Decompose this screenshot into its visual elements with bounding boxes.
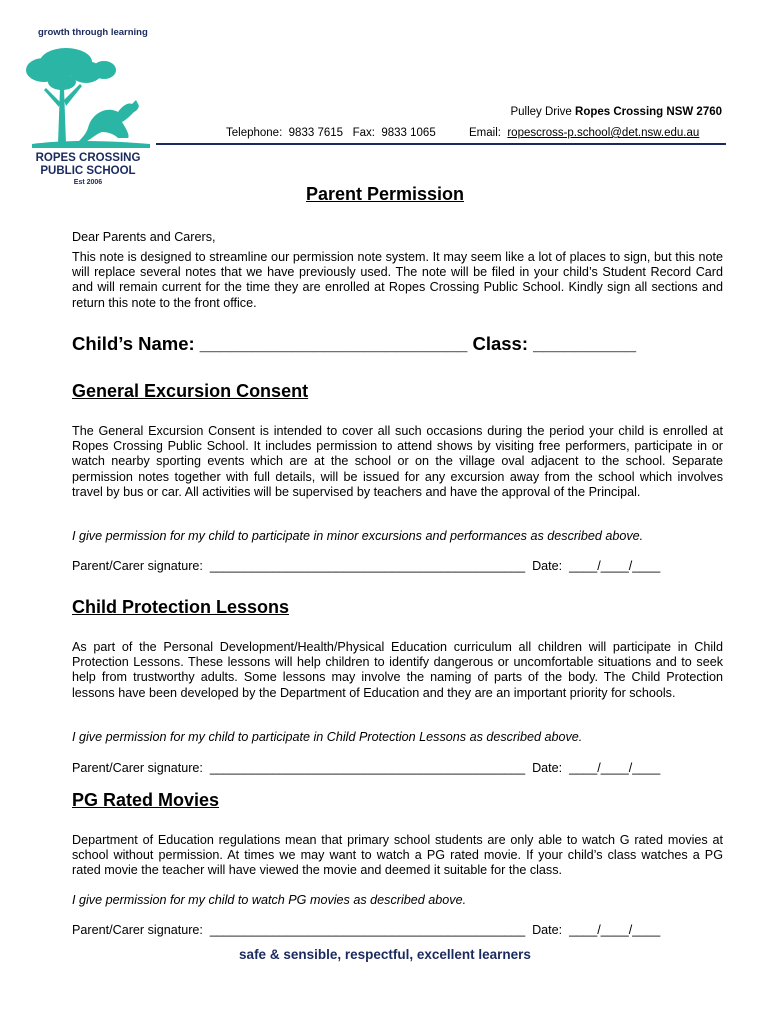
signature-line-child-protection[interactable]: Parent/Carer signature: _____________________________________________ Date: ____/____/____ xyxy=(72,761,661,775)
address xyxy=(510,106,722,118)
tagline: growth through learning xyxy=(38,27,148,38)
school-name: ROPES CROSSING PUBLIC SCHOOL xyxy=(35,152,141,177)
greeting: Dear Parents and Carers, xyxy=(72,230,216,244)
phone-fax: Telephone: 9833 7615 Fax: 9833 1065 xyxy=(226,127,436,139)
header-divider xyxy=(156,143,726,145)
section-heading-pg-movies: PG Rated Movies xyxy=(72,790,220,810)
page-title: Parent Permission xyxy=(305,184,465,204)
section-body-excursion: The General Excursion Consent is intended to cover all such occasions during the period your child is enrolled at Ropes Crossing Public School. It includes permission to attend shows by visiting free performers, participate in or watch nearby sporting events which are at the school or on the village oval adjacent to the school. Separate permission notes together with full details, will be issued for any excursion away from the school which involves travel by bus or car. All activities will be supervised by teachers and have the approval of the Principal. xyxy=(72,424,723,499)
address-suburb: Ropes Crossing NSW 2760 xyxy=(575,106,722,118)
email-label: Email: xyxy=(469,127,508,139)
email-line xyxy=(469,127,699,139)
intro-paragraph: This note is designed to streamline our permission note system. It may seem like a lot of places to sign, but this note will replace several notes that we have previously used. The note will be filed in your child’s Student Record Card and will remain current for the time they are enrolled at Ropes Crossing Public School. Kindly sign all sections and return this note to the front office. xyxy=(72,250,723,310)
section-heading-excursion: General Excursion Consent xyxy=(72,381,309,401)
address-street: Pulley Drive xyxy=(510,106,576,118)
permission-statement-excursion: I give permission for my child to participate in minor excursions and performances as described above. xyxy=(72,529,644,543)
child-name-class-field[interactable]: Child’s Name: __________________________ Class: __________ xyxy=(72,333,637,354)
section-heading-child-protection: Child Protection Lessons xyxy=(72,597,290,617)
permission-statement-pg-movies: I give permission for my child to watch PG movies as described above. xyxy=(72,893,467,907)
school-motto-footer: safe & sensible, respectful, excellent learners xyxy=(239,947,531,962)
established-year: Est 2006 xyxy=(73,179,103,186)
email-link[interactable]: ropescross-p.school@det.nsw.edu.au xyxy=(507,127,700,139)
section-body-child-protection: As part of the Personal Development/Health/Physical Education curriculum all children will participate in Child Protection Lessons. These lessons will help children to identify dangerous or uncomfortable situations and to seek help from trustworthy adults. Some lessons may involve the naming of parts of the body. The Child Protection lessons have been developed by the Department of Education and they are an important priority for schools. xyxy=(72,640,723,700)
section-body-pg-movies: Department of Education regulations mean that primary school students are only able to watch G rated movies at school without permission. At times we may want to watch a PG rated movie. If your child’s class watches a PG rated movie the teacher will have viewed the movie and deemed it suitable for the class. xyxy=(72,833,723,878)
school-logo xyxy=(22,40,152,152)
signature-line-pg-movies[interactable]: Parent/Carer signature: _____________________________________________ Date: ____/____/____ xyxy=(72,923,661,937)
permission-statement-child-protection: I give permission for my child to participate in Child Protection Lessons as described above. xyxy=(72,730,583,744)
signature-line-excursion[interactable]: Parent/Carer signature: _____________________________________________ Date: ____/____/____ xyxy=(72,559,661,573)
